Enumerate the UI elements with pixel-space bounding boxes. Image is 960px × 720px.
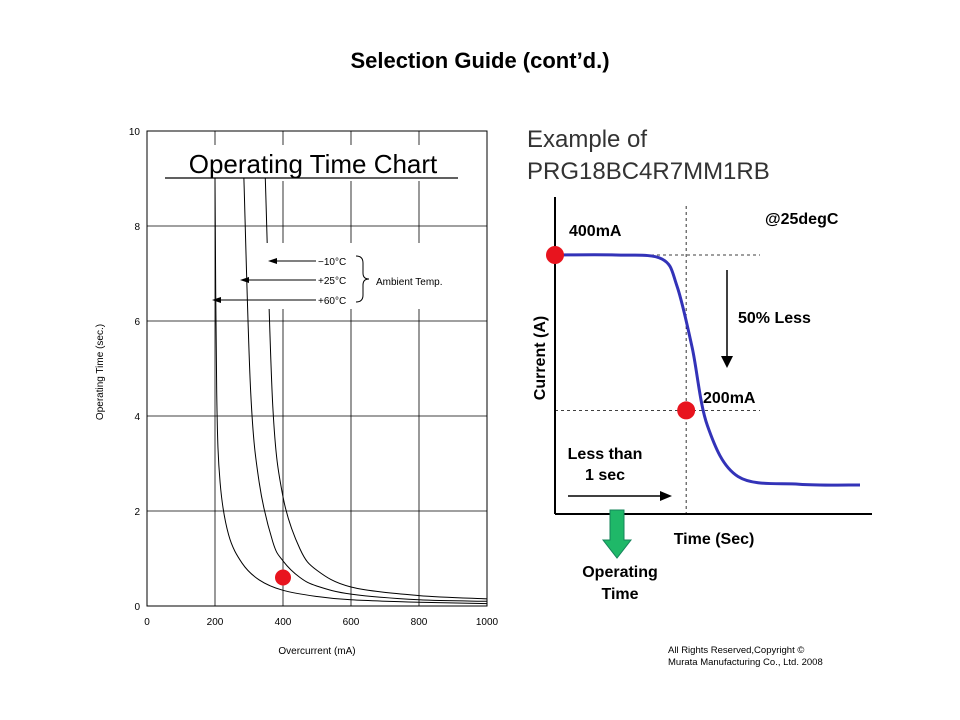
x-axis-label: Overcurrent (mA) <box>278 646 356 657</box>
part-number: PRG18BC4R7MM1RB <box>527 158 770 185</box>
drop-arrow-head <box>721 356 733 368</box>
result-label-line2: Time <box>601 586 639 603</box>
y-axis-label: Current (A) <box>532 315 549 401</box>
legend-entry: +25°C <box>318 276 347 287</box>
x-tick-label: 600 <box>342 617 360 628</box>
y-axis-label: Operating Time (sec.) <box>95 323 106 421</box>
initial-current-label: 400mA <box>569 223 622 240</box>
highlight-marker <box>275 570 291 586</box>
legend-entry: +60°C <box>318 296 347 307</box>
operating-time-chart <box>0 110 520 670</box>
y-tick-label: 6 <box>134 317 140 328</box>
x-tick-label: 1000 <box>475 617 499 628</box>
x-axis-label: Time (Sec) <box>673 531 755 548</box>
y-tick-label: 2 <box>134 507 140 518</box>
legend-box <box>262 243 458 309</box>
copyright-line-2: Murata Manufacturing Co., Ltd. 2008 <box>668 657 823 668</box>
drop-label: 50% Less <box>738 310 811 327</box>
copyright <box>668 645 823 669</box>
legend-title: Ambient Temp. <box>376 277 443 288</box>
chart-title: Operating Time Chart <box>188 149 438 179</box>
y-tick-label: 4 <box>134 412 140 423</box>
x-tick-label: 400 <box>274 617 292 628</box>
operating-time-arrow <box>603 510 631 558</box>
initial-point-marker <box>546 246 564 264</box>
x-tick-label: 800 <box>410 617 428 628</box>
result-label-line1: Operating <box>582 564 658 581</box>
half-point-marker <box>677 401 695 419</box>
condition-label: @25degC <box>765 211 839 228</box>
legend-entry: −10°C <box>318 257 347 268</box>
example-current-chart <box>520 118 940 638</box>
example-title: Example of <box>527 126 648 153</box>
x-tick-label: 0 <box>144 617 150 628</box>
x-tick-label: 200 <box>206 617 224 628</box>
time-label-line1: Less than <box>567 446 643 463</box>
time-arrow-head <box>660 491 672 501</box>
plot-frame <box>147 131 487 606</box>
y-tick-label: 0 <box>134 602 140 613</box>
time-label-line2: 1 sec <box>584 467 626 484</box>
copyright-line-1: All Rights Reserved,Copyright © <box>668 645 805 656</box>
slide-title: Selection Guide (cont’d.) <box>350 48 610 73</box>
half-current-label: 200mA <box>703 390 756 407</box>
y-tick-label: 8 <box>134 222 140 233</box>
y-tick-label: 10 <box>128 127 140 138</box>
